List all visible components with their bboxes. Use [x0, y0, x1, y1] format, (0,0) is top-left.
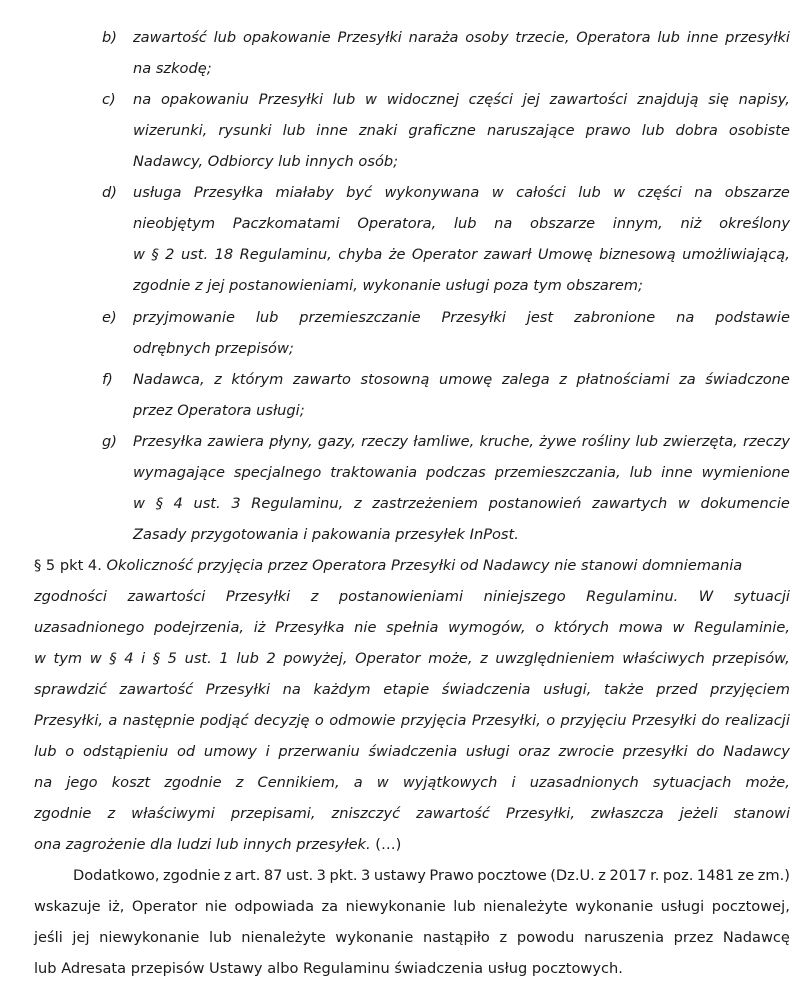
list-label-b: b)	[102, 29, 117, 46]
list-item-f-line-1: Nadawca, z którym zawarto stosowną umowę zalega z płatnościami za świadczone	[133, 371, 790, 388]
section-ellipsis: (…)	[375, 836, 402, 853]
section-ref-label: § 5 pkt 4.	[34, 557, 102, 574]
paragraph-line-3: jeśli jej niewykonanie lub nienależyte wykonanie nastąpiło z powodu naruszenia przez Nadawcę	[34, 929, 790, 946]
list-label-c: c)	[102, 91, 116, 108]
section-line-2: zgodności zawartości Przesyłki z postanowieniami niniejszego Regulaminu. W sytuacji	[34, 588, 790, 605]
paragraph-line-4: lub Adresata przepisów Ustawy albo Regulaminu świadczenia usług pocztowych.	[34, 960, 623, 977]
section-last-line: ona zagrożenie dla ludzi lub innych przesyłek.	[34, 836, 371, 853]
list-label-e: e)	[102, 309, 117, 326]
paragraph-line-1: Dodatkowo, zgodnie z art. 87 ust. 3 pkt. 3 ustawy Prawo pocztowe (Dz.U. z 2017 r. poz. 1481 ze zm.)	[73, 867, 790, 884]
paragraph-line-2: wskazuje iż, Operator nie odpowiada za niewykonanie lub nienależyte wykonanie usługi pocztowej,	[34, 898, 790, 915]
section-line-3: uzasadnionego podejrzenia, iż Przesyłka nie spełnia wymogów, o których mowa w Regulaminie,	[34, 619, 790, 636]
section-line-4: w tym w § 4 i § 5 ust. 1 lub 2 powyżej, Operator może, z uwzględnieniem właściwych przepisów,	[34, 650, 790, 667]
list-item-g-line-2: wymagające specjalnego traktowania podczas przemieszczania, lub inne wymienione	[133, 464, 790, 481]
list-item-g-line-4: Zasady przygotowania i pakowania przesyłek InPost.	[133, 526, 519, 543]
section-ref	[34, 556, 742, 576]
section-line-1: Okoliczność przyjęcia przez Operatora Przesyłki od Nadawcy nie stanowi domniemania	[106, 557, 743, 574]
list-item-c-line-3: Nadawcy, Odbiorcy lub innych osób;	[133, 153, 399, 170]
list-label-f: f)	[102, 371, 113, 388]
list-item-c-line-2: wizerunki, rysunki lub inne znaki graficzne naruszające prawo lub dobra osobiste	[133, 122, 790, 139]
section-line-10	[34, 835, 401, 855]
list-item-e-line-1: przyjmowanie lub przemieszczanie Przesyłki jest zabronione na podstawie	[133, 309, 790, 326]
list-item-b-line-1: zawartość lub opakowanie Przesyłki naraża osoby trzecie, Operatora lub inne przesyłki	[133, 29, 790, 46]
list-item-g-line-1: Przesyłka zawiera płyny, gazy, rzeczy łamliwe, kruche, żywe rośliny lub zwierzęta, rzeczy	[133, 433, 790, 450]
section-line-8: na jego koszt zgodnie z Cennikiem, a w wyjątkowych i uzasadnionych sytuacjach może,	[34, 774, 790, 791]
list-item-d-line-2: nieobjętym Paczkomatami Operatora, lub na obszarze innym, niż określony	[133, 215, 790, 232]
list-item-d-line-4: zgodnie z jej postanowieniami, wykonanie usługi poza tym obszarem;	[133, 277, 643, 294]
list-item-g-line-3: w § 4 ust. 3 Regulaminu, z zastrzeżeniem postanowień zawartych w dokumencie	[133, 495, 790, 512]
list-item-b-line-2: na szkodę;	[133, 60, 212, 77]
list-item-c-line-1: na opakowaniu Przesyłki lub w widocznej części jej zawartości znajdują się napisy,	[133, 91, 790, 108]
list-label-d: d)	[102, 184, 117, 201]
section-line-6: Przesyłki, a następnie podjąć decyzję o odmowie przyjęcia Przesyłki, o przyjęciu Przesyłki do realizacji	[34, 712, 790, 729]
section-line-5: sprawdzić zawartość Przesyłki na każdym etapie świadczenia usługi, także przed przyjęciem	[34, 681, 790, 698]
list-item-d-line-3: w § 2 ust. 18 Regulaminu, chyba że Operator zawarł Umowę biznesową umożliwiającą,	[133, 246, 790, 263]
list-item-f-line-2: przez Operatora usługi;	[133, 402, 305, 419]
section-line-7: lub o odstąpieniu od umowy i przerwaniu świadczenia usługi oraz zwrocie przesyłki do Nadawcy	[34, 743, 790, 760]
list-item-e-line-2: odrębnych przepisów;	[133, 340, 294, 357]
list-label-g: g)	[102, 433, 117, 450]
list-item-d-line-1: usługa Przesyłka miałaby być wykonywana w całości lub w części na obszarze	[133, 184, 790, 201]
section-line-9: zgodnie z właściwymi przepisami, zniszczyć zawartość Przesyłki, zwłaszcza jeżeli stanowi	[34, 805, 790, 822]
